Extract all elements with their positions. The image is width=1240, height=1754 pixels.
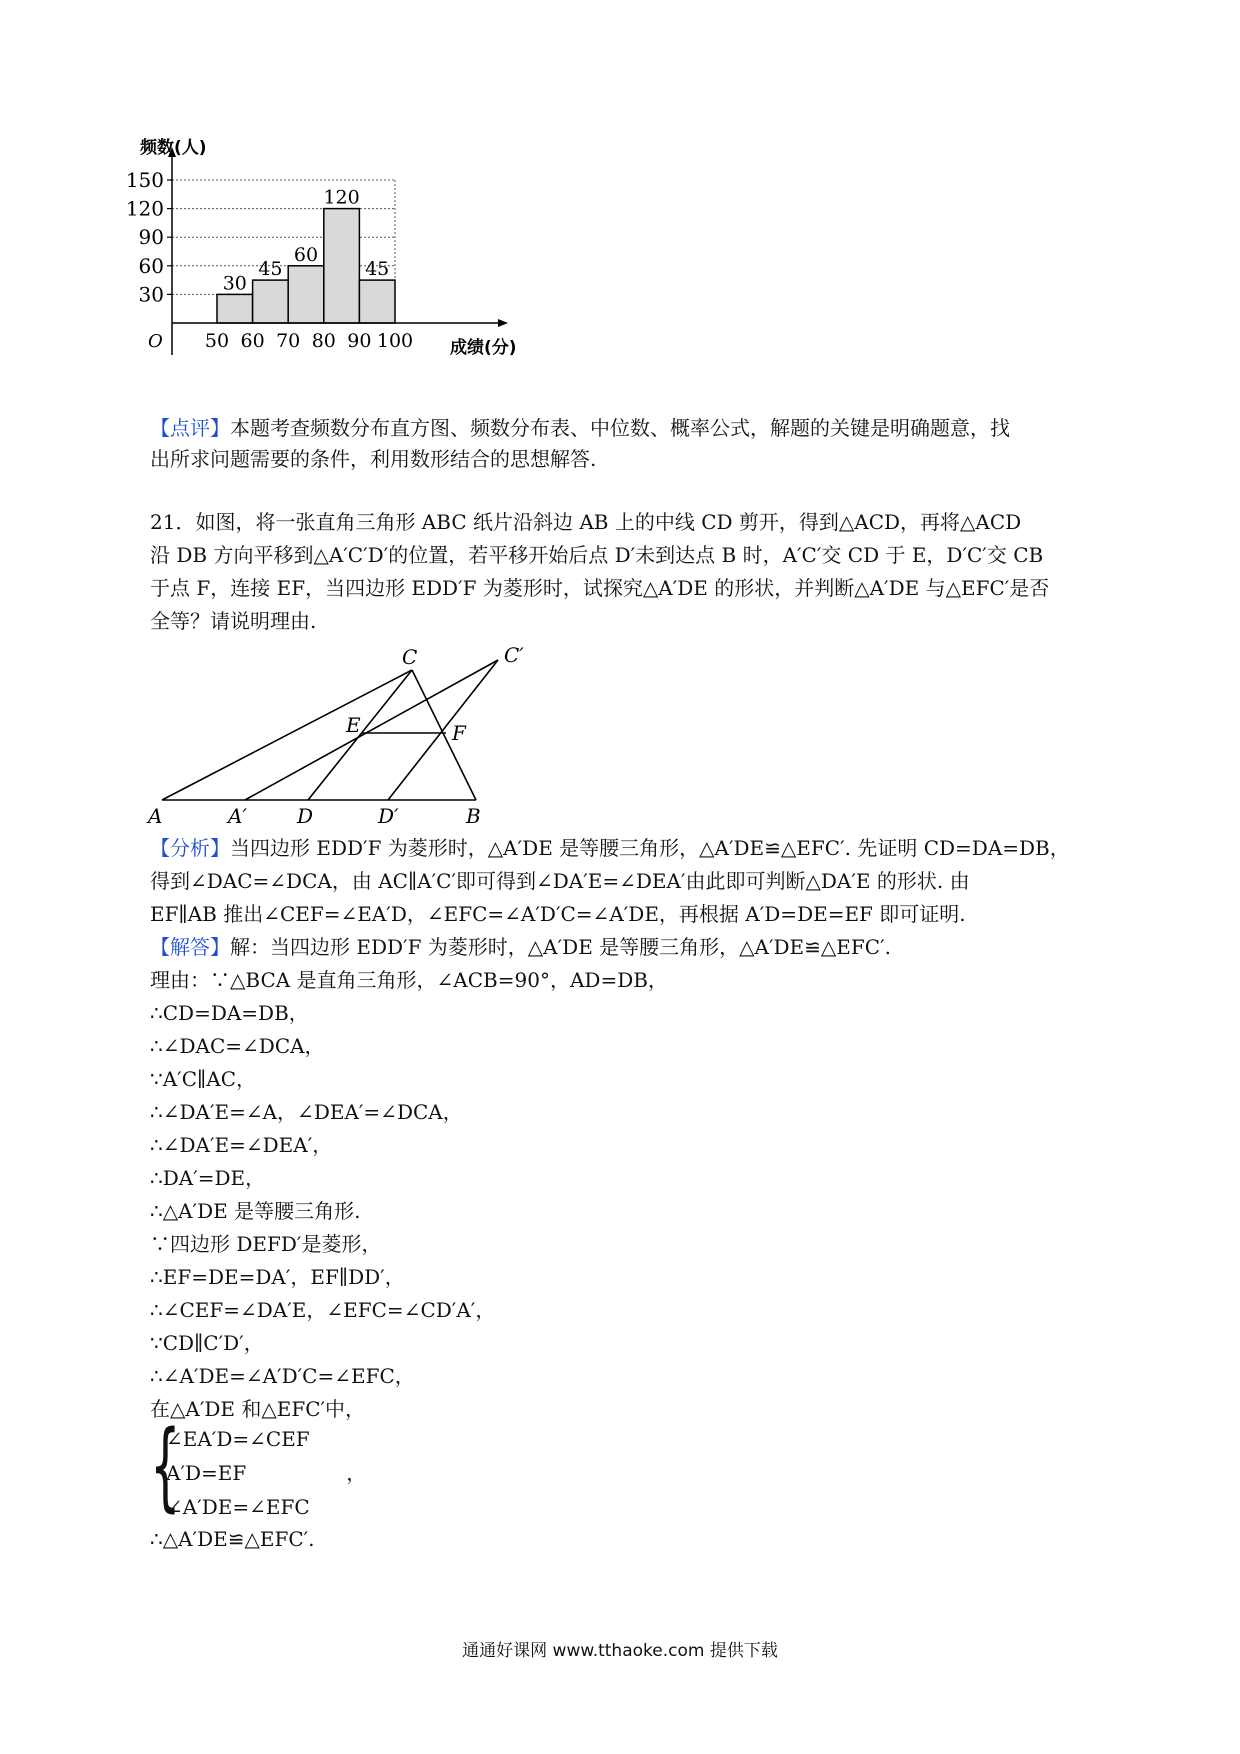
analysis-text-1: 当四边形 EDD′F 为菱形时，△A′DE 是等腰三角形，△A′DE≌△EFC′. 先证明 CD=DA=DB， [230,836,1070,860]
left-brace: { [150,1410,181,1522]
x-tick-label: 100 [376,330,414,352]
label-A: A [148,804,163,828]
label-C: C [402,645,418,669]
review-text-1: 本题考查频数分布直方图、频数分布表、中位数、概率公式，解题的关键是明确题意，找 [230,416,1010,440]
y-tick-label: 90 [138,225,164,250]
review-line-1 [150,416,1010,440]
x-tick-label: 50 [204,330,230,352]
solution-step: ∵CD∥C′D′， [150,1331,264,1355]
system-eq-3: ∠A′DE=∠EFC [166,1495,310,1519]
analysis-line-3: EF∥AB 推出∠CEF=∠EA′D，∠EFC=∠A′D′C=∠A′DE，再根据 A′D=DE=EF 即可证明. [150,902,966,926]
analysis-line-2: 得到∠DAC=∠DCA，由 AC∥A′C′即可得到∠DA′E=∠DEA′由此即可判断△DA′E 的形状. 由 [150,869,970,893]
solution-tag: 【解答】 [150,935,230,959]
page-footer: 通通好课网 www.tthaoke.com 提供下载 [462,1641,778,1661]
x-tick-label: 80 [311,330,336,352]
solution-step: ∴EF=DE=DA′，EF∥DD′， [150,1265,405,1289]
problem-line-1: 21．如图，将一张直角三角形 ABC 纸片沿斜边 AB 上的中线 CD 剪开，得到△ACD，再将△ACD [150,510,1022,534]
solution-text-1: 解：当四边形 EDD′F 为菱形时，△A′DE 是等腰三角形，△A′DE≌△EFC′. [230,935,891,959]
origin-label: O [148,331,163,352]
system-comma: ， [346,1461,367,1485]
label-D-prime: D′ [378,804,399,828]
y-tick-label: 60 [138,253,164,278]
bar-value-label: 30 [222,272,247,295]
solution-step: ∴∠A′DE=∠A′D′C=∠EFC， [150,1364,415,1388]
bar-value-label: 60 [293,243,319,266]
y-tick-label: 120 [125,196,164,221]
analysis-line-1 [150,836,1070,860]
histogram-bar [217,294,253,323]
solution-step: 理由：∵△BCA 是直角三角形，∠ACB=90°，AD=DB， [150,968,668,992]
review-tag: 【点评】 [150,416,230,440]
solution-step: ∴CD=DA=DB， [150,1001,309,1025]
segment-AC [162,670,412,800]
bar-value-label: 45 [365,258,390,281]
solution-step: ∵四边形 DEFD′是菱形， [150,1232,382,1256]
equation-system [166,1422,366,1524]
bar-value-label: 120 [323,186,360,209]
solution-step: ∴△A′DE 是等腰三角形. [150,1199,361,1223]
bar-value-label: 45 [258,258,283,281]
label-E: E [346,713,361,737]
solution-step: 在△A′DE 和△EFC′中， [150,1397,366,1421]
problem-line-3: 于点 F，连接 EF，当四边形 EDD′F 为菱形时，试探究△A′DE 的形状，并判断△A′DE 与△EFC′是否 [150,576,1050,600]
x-tick-label: 60 [240,330,265,352]
label-C-prime: C′ [504,643,524,667]
histogram-bar [288,266,324,323]
histogram-bar [359,280,395,323]
solution-step: ∴∠DAC=∠DCA， [150,1034,325,1058]
histogram-bar [324,209,360,323]
solution-step: ∴DA′=DE， [150,1166,266,1190]
label-F: F [452,721,466,745]
system-eq-2: A′D=EF ， [166,1461,367,1485]
y-axis-title: 频数(人) [140,138,207,158]
solution-step: ∵A′C∥AC， [150,1067,256,1091]
review-line-2: 出所求问题需要的条件，利用数形结合的思想解答. [150,447,597,471]
x-axis-arrow [498,319,508,327]
label-A-prime: A′ [228,804,247,828]
solution-conclusion: ∴△A′DE≌△EFC′. [150,1527,315,1551]
y-tick-label: 150 [125,168,164,192]
solution-step: ∴∠DA′E=∠DEA′， [150,1133,333,1157]
y-tick-label: 30 [138,282,164,307]
label-B: B [466,804,481,828]
system-eq-1: ∠EA′D=∠CEF [166,1427,310,1451]
solution-line-1 [150,935,891,959]
solution-step: ∴∠DA′E=∠A，∠DEA′=∠DCA， [150,1100,463,1124]
x-tick-label: 70 [276,330,301,352]
label-D: D [297,804,314,828]
segment-D-prime-C-prime [388,660,498,800]
solution-step: ∴∠CEF=∠DA′E，∠EFC=∠CD′A′， [150,1298,496,1322]
frequency-histogram [125,138,560,370]
x-axis-title: 成绩(分) [450,338,517,358]
analysis-tag: 【分析】 [150,836,230,860]
problem-line-4: 全等？请说明理由. [150,609,317,633]
histogram-bar [253,280,289,323]
triangle-figure [140,640,540,828]
problem-line-2: 沿 DB 方向平移到△A′C′D′的位置，若平移开始后点 D′未到达点 B 时，A′C′交 CD 于 E，D′C′交 CB [150,543,1044,567]
x-tick-label: 90 [347,330,372,352]
